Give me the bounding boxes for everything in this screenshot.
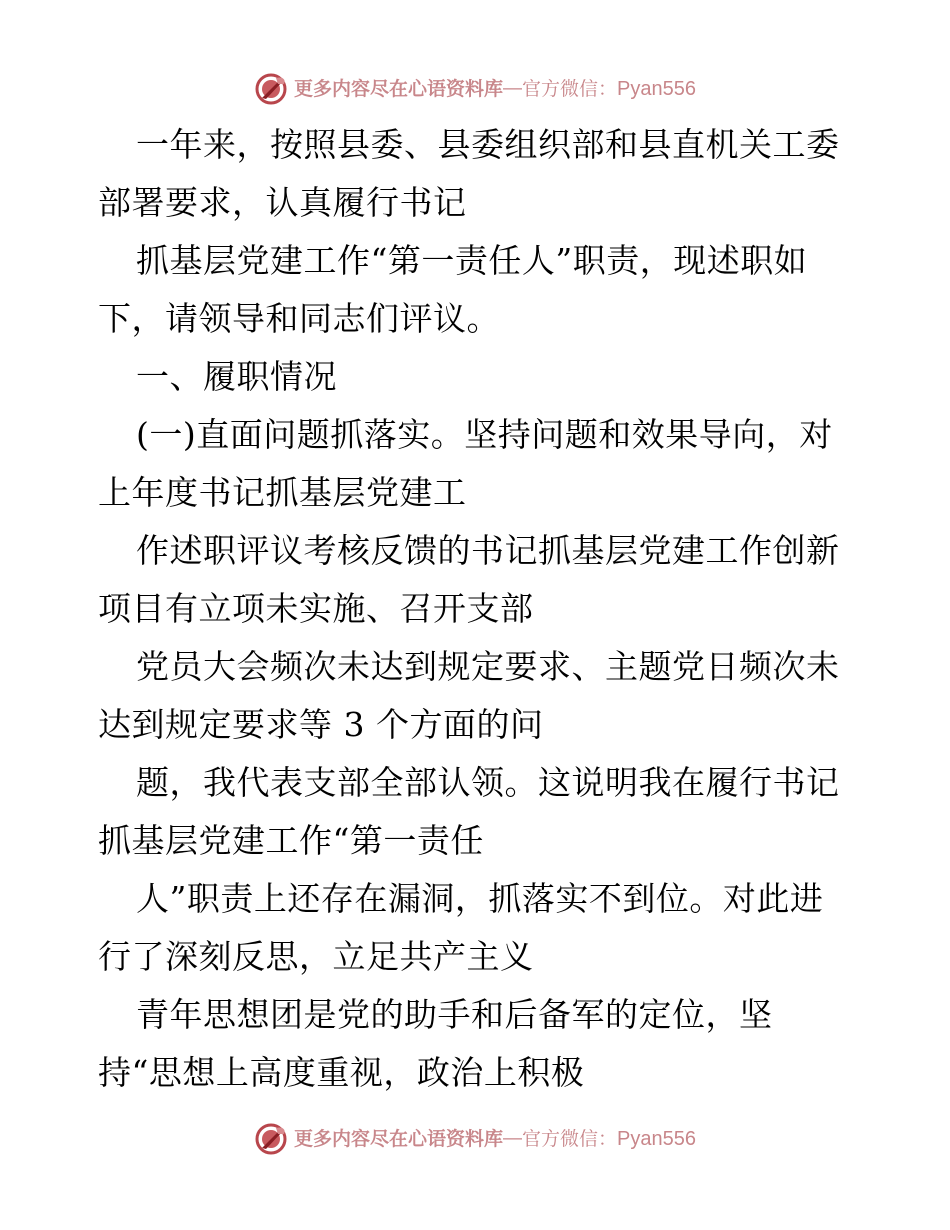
footer-banner-sub-text: 官方微信：	[522, 1128, 618, 1150]
document-line-11: 达到规定要求等 3 个方面的问	[98, 705, 544, 744]
document-line-6: (一)直面问题抓落实。坚持问题和效果导向，对	[136, 415, 833, 454]
document-line-7: 上年度书记抓基层党建工	[98, 473, 467, 512]
document-line-3: 抓基层党建工作“第一责任人”职责，现述职如	[136, 241, 808, 280]
document-line-10: 党员大会频次未达到规定要求、主题党日频次未	[136, 647, 840, 686]
document-line-14: 人”职责上还存在漏洞，抓落实不到位。对此进	[136, 879, 824, 918]
header-watermark-banner	[0, 69, 950, 109]
footer-banner-main-text: 更多内容尽在心语资料库	[294, 1128, 504, 1150]
header-banner-dash: —	[503, 78, 523, 99]
document-line-9: 项目有立项未实施、召开支部	[98, 589, 534, 628]
quill-logo-icon	[254, 72, 288, 106]
header-banner-sub-text: 官方微信：	[522, 78, 618, 100]
document-line-15: 行了深刻反思，立足共产主义	[98, 937, 534, 976]
footer-watermark-banner	[0, 1119, 950, 1159]
footer-banner-dash: —	[503, 1128, 523, 1149]
document-body	[98, 116, 868, 1102]
quill-logo-icon	[254, 1122, 288, 1156]
document-line-2: 部署要求，认真履行书记	[98, 183, 467, 222]
document-line-8: 作述职评议考核反馈的书记抓基层党建工作创新	[136, 531, 840, 570]
document-line-12: 题，我代表支部全部认领。这说明我在履行书记	[136, 763, 840, 802]
section-heading: 一、履职情况	[136, 357, 337, 396]
document-line-1: 一年来，按照县委、县委组织部和县直机关工委	[136, 125, 840, 164]
header-banner-wechat-id: Pyan556	[617, 78, 696, 100]
document-line-17: 持“思想上高度重视，政治上积极	[98, 1053, 585, 1092]
document-line-16: 青年思想团是党的助手和后备军的定位，坚	[136, 995, 773, 1034]
document-line-13: 抓基层党建工作“第一责任	[98, 821, 484, 860]
header-banner-main-text: 更多内容尽在心语资料库	[294, 78, 504, 100]
footer-banner-wechat-id: Pyan556	[617, 1128, 696, 1150]
document-line-4: 下，请领导和同志们评议。	[98, 299, 500, 338]
